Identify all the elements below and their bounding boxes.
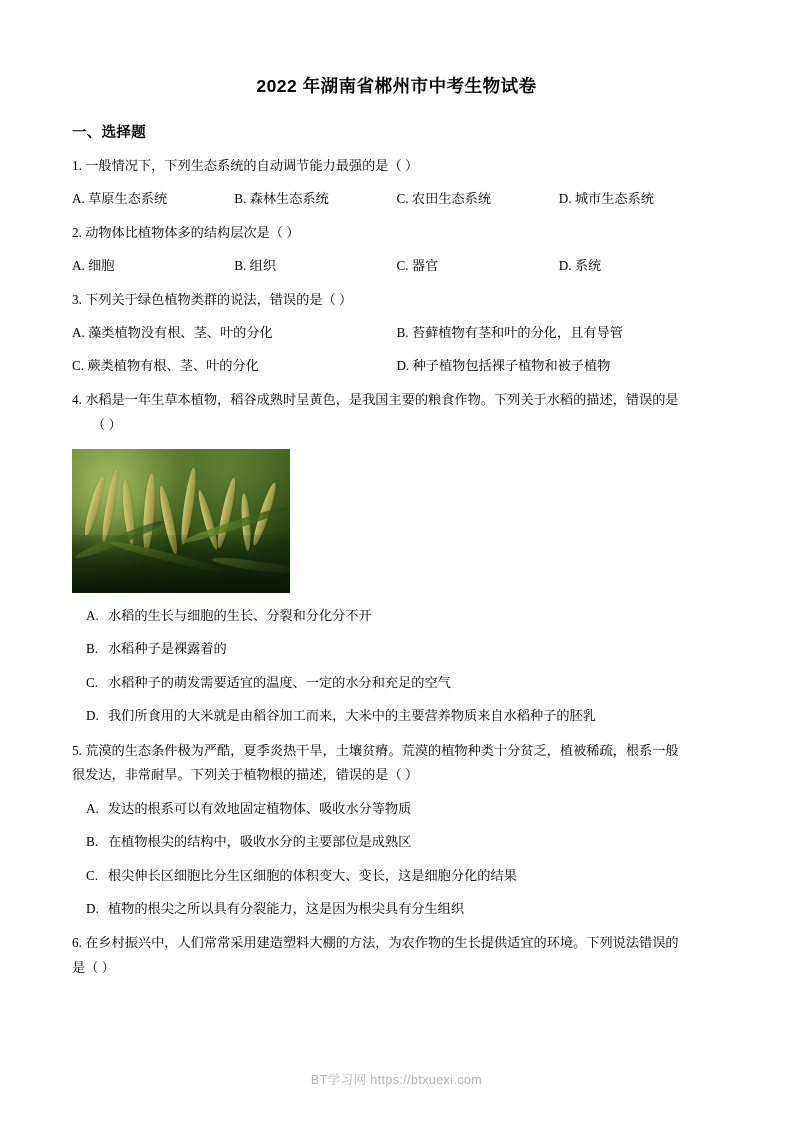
option-text: 水稻的生长与细胞的生长、分裂和分化分不开	[108, 607, 372, 623]
option-label: D.	[86, 708, 99, 724]
section-heading: 一、选择题	[72, 124, 146, 141]
question-4-option-c[interactable]	[72, 673, 721, 693]
question-5-option-c[interactable]	[72, 866, 721, 886]
option-label: B.	[86, 641, 99, 657]
option-a[interactable]: A. 藻类植物没有根、茎、叶的分化	[72, 325, 273, 341]
question-4-stem: 4. 水稻是一年生草本植物，稻谷成熟时呈黄色，是我国主要的粮食作物。下列关于水稻的描述，错误的是	[72, 392, 679, 408]
question-1-options	[72, 189, 721, 209]
photo-shadow	[72, 535, 290, 593]
option-c[interactable]: C. 器官	[396, 258, 439, 274]
question-6-stem-line2: 是（ ）	[72, 959, 115, 975]
question-6-stem: 6. 在乡村振兴中，人们常常采用建造塑料大棚的方法，为农作物的生长提供适宜的环境。下列说法错误的	[72, 935, 679, 951]
option-label: C.	[86, 674, 99, 690]
option-text: 水稻种子是裸露着的	[108, 641, 227, 657]
option-text: 植物的根尖之所以具有分裂能力，这是因为根尖具有分生组织	[108, 901, 465, 917]
option-text: 我们所食用的大米就是由稻谷加工而来，大米中的主要营养物质来自水稻种子的胚乳	[108, 708, 596, 724]
question-1-stem: 1. 一般情况下，下列生态系统的自动调节能力最强的是（ ）	[72, 157, 419, 173]
question-4-option-a[interactable]	[72, 606, 721, 626]
option-d[interactable]: D. 种子植物包括裸子植物和被子植物	[396, 358, 611, 374]
option-a[interactable]: A. 草原生态系统	[72, 190, 168, 206]
option-text: 根尖伸长区细胞比分生区细胞的体积变大、变长，这是细胞分化的结果	[108, 867, 517, 883]
question-3-options-row-1	[72, 323, 721, 343]
option-a[interactable]: A. 细胞	[72, 258, 115, 274]
option-d[interactable]: D. 系统	[558, 258, 602, 274]
question-3-stem: 3. 下列关于绿色植物类群的说法，错误的是（ ）	[72, 292, 353, 307]
option-label: D.	[86, 901, 99, 917]
option-text: 水稻种子的萌发需要适宜的温度、一定的水分和充足的空气	[108, 674, 451, 690]
question-5-stem: 5. 荒漠的生态条件极为严酷，夏季炎热干旱，土壤贫瘠。荒漠的植物种类十分贫乏，植被稀疏，根系一般	[72, 742, 679, 758]
option-b[interactable]: B. 森林生态系统	[234, 190, 329, 206]
question-4-stem-line2: （ ）	[92, 416, 122, 432]
rice-photo	[72, 449, 290, 593]
question-5-stem-line2: 很发达，非常耐旱。下列关于植物根的描述，错误的是（ ）	[72, 767, 419, 783]
question-2-options	[72, 256, 721, 276]
question-5-option-d[interactable]	[72, 899, 721, 919]
page-title: 2022 年湖南省郴州市中考生物试卷	[256, 76, 537, 96]
option-b[interactable]: B. 苔藓植物有茎和叶的分化，且有导管	[396, 325, 623, 341]
question-4-option-b[interactable]	[72, 639, 721, 659]
option-b[interactable]: B. 组织	[234, 258, 277, 274]
question-5-option-b[interactable]	[72, 832, 721, 852]
question-2-stem: 2. 动物体比植物体多的结构层次是（ ）	[72, 224, 300, 240]
option-c[interactable]: C. 农田生态系统	[396, 190, 492, 206]
option-c[interactable]: C. 蕨类植物有根、茎、叶的分化	[72, 358, 259, 374]
watermark: BT学习网 https://btxuexi.com	[310, 1073, 483, 1087]
question-5-option-a[interactable]	[72, 799, 721, 819]
option-label: A.	[86, 800, 99, 816]
question-3-options-row-2	[72, 356, 721, 376]
option-label: C.	[86, 867, 99, 883]
option-text: 发达的根系可以有效地固定植物体、吸收水分等物质	[108, 800, 412, 816]
option-d[interactable]: D. 城市生态系统	[558, 190, 654, 206]
option-label: A.	[86, 607, 99, 623]
option-text: 在植物根尖的结构中，吸收水分的主要部位是成熟区	[108, 834, 412, 850]
option-label: B.	[86, 834, 99, 850]
question-4-option-d[interactable]	[72, 706, 721, 726]
